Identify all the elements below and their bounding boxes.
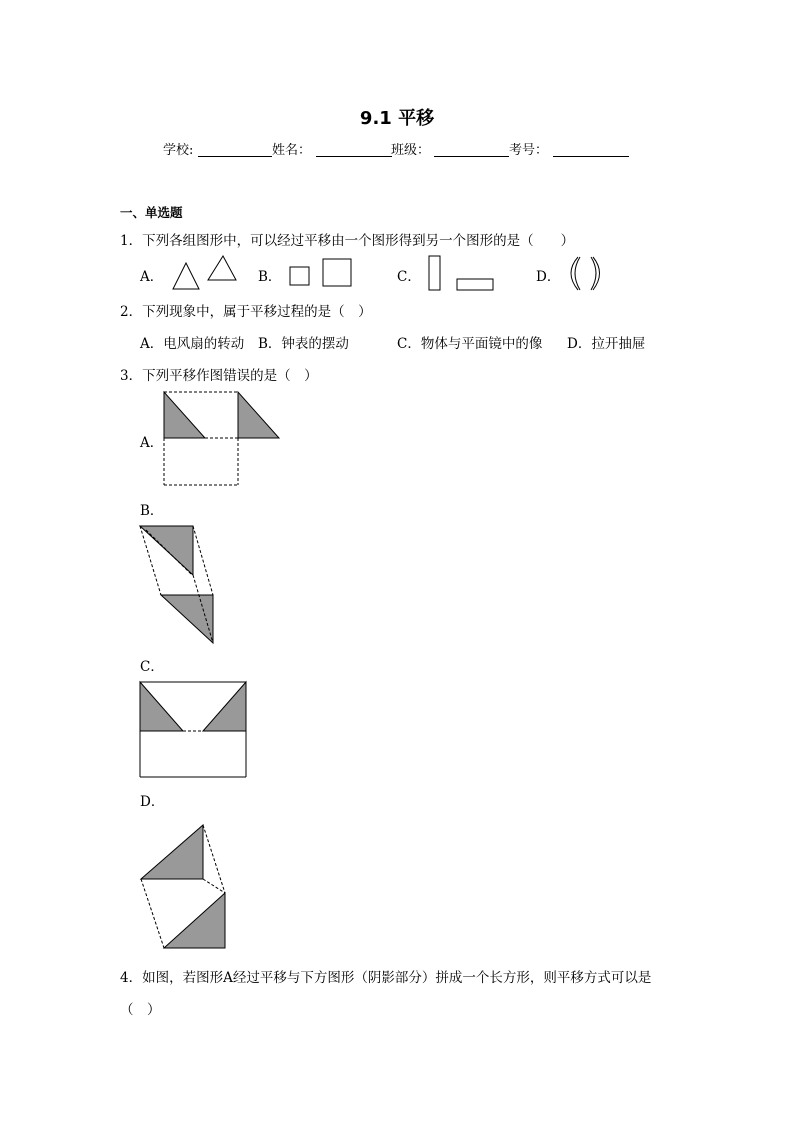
- q1-c-rectangles-figure: [429, 256, 493, 290]
- q3-a-shaded-triangle-2: [238, 392, 279, 438]
- name-label: 姓名：: [272, 143, 312, 158]
- q1-option-d-label: D．: [536, 269, 561, 285]
- section-title: 一、单选题: [120, 205, 183, 220]
- question-4-stem-cont: （ ）: [120, 1002, 161, 1018]
- q3-b-figure: [140, 526, 213, 643]
- q1-c-horizontal-rect: [457, 279, 493, 290]
- q2-option-d: D．拉开抽屉: [567, 336, 646, 352]
- q3-c-shaded-triangle-2: [203, 682, 246, 731]
- q2-option-b: B．钟表的摆动: [258, 336, 349, 352]
- q1-b-large-square: [323, 259, 351, 286]
- number-label: 考号：: [509, 143, 549, 158]
- q1-a-triangle-2: [208, 256, 236, 280]
- page-title: 9.1 平移: [359, 108, 435, 129]
- q1-a-triangles-figure: [173, 256, 236, 289]
- q1-option-a-label: A．: [140, 269, 164, 285]
- q3-d-shaded-triangle-1: [141, 825, 203, 879]
- q1-b-squares-figure: [290, 259, 351, 286]
- question-1-stem: 1．下列各组图形中，可以经过平移由一个图形得到另一个图形的是（ ）: [120, 233, 575, 249]
- question-4-stem: 4．如图，若图形A经过平移与下方图形（阴影部分）拼成一个长方形，则平移方式可以是: [120, 970, 652, 986]
- q1-b-small-square: [290, 267, 309, 285]
- q1-option-c-label: C．: [397, 269, 421, 285]
- q3-a-figure: [164, 392, 279, 485]
- q1-a-triangle-1: [173, 263, 199, 289]
- q3-option-b-label: B．: [140, 503, 164, 519]
- q3-c-figure: [140, 682, 246, 777]
- q2-option-a: A．电风扇的转动: [140, 336, 245, 352]
- q3-option-d-label: D．: [140, 794, 165, 810]
- q1-d-arcs-figure: [571, 257, 600, 290]
- q3-b-shaded-triangle-2: [161, 595, 213, 643]
- q3-option-c-label: C．: [140, 659, 164, 675]
- q1-c-vertical-rect: [429, 256, 440, 290]
- q2-option-c: C．物体与平面镜中的像: [397, 336, 543, 352]
- q3-d-shaded-triangle-2: [164, 893, 225, 948]
- q3-c-shaded-triangle-1: [140, 682, 183, 731]
- q3-d-figure: [141, 825, 225, 948]
- school-label: 学校:: [163, 143, 194, 158]
- class-label: 班级：: [391, 143, 431, 158]
- q3-a-shaded-triangle-1: [164, 392, 205, 438]
- q1-option-b-label: B．: [258, 269, 282, 285]
- q1-d-right-arc-inner: [591, 257, 596, 290]
- q1-d-left-arc-inner: [575, 257, 580, 290]
- question-3-stem: 3．下列平移作图错误的是（ ）: [120, 368, 318, 384]
- q3-option-a-label: A．: [140, 435, 164, 451]
- question-2-stem: 2．下列现象中，属于平移过程的是（ ）: [120, 304, 372, 320]
